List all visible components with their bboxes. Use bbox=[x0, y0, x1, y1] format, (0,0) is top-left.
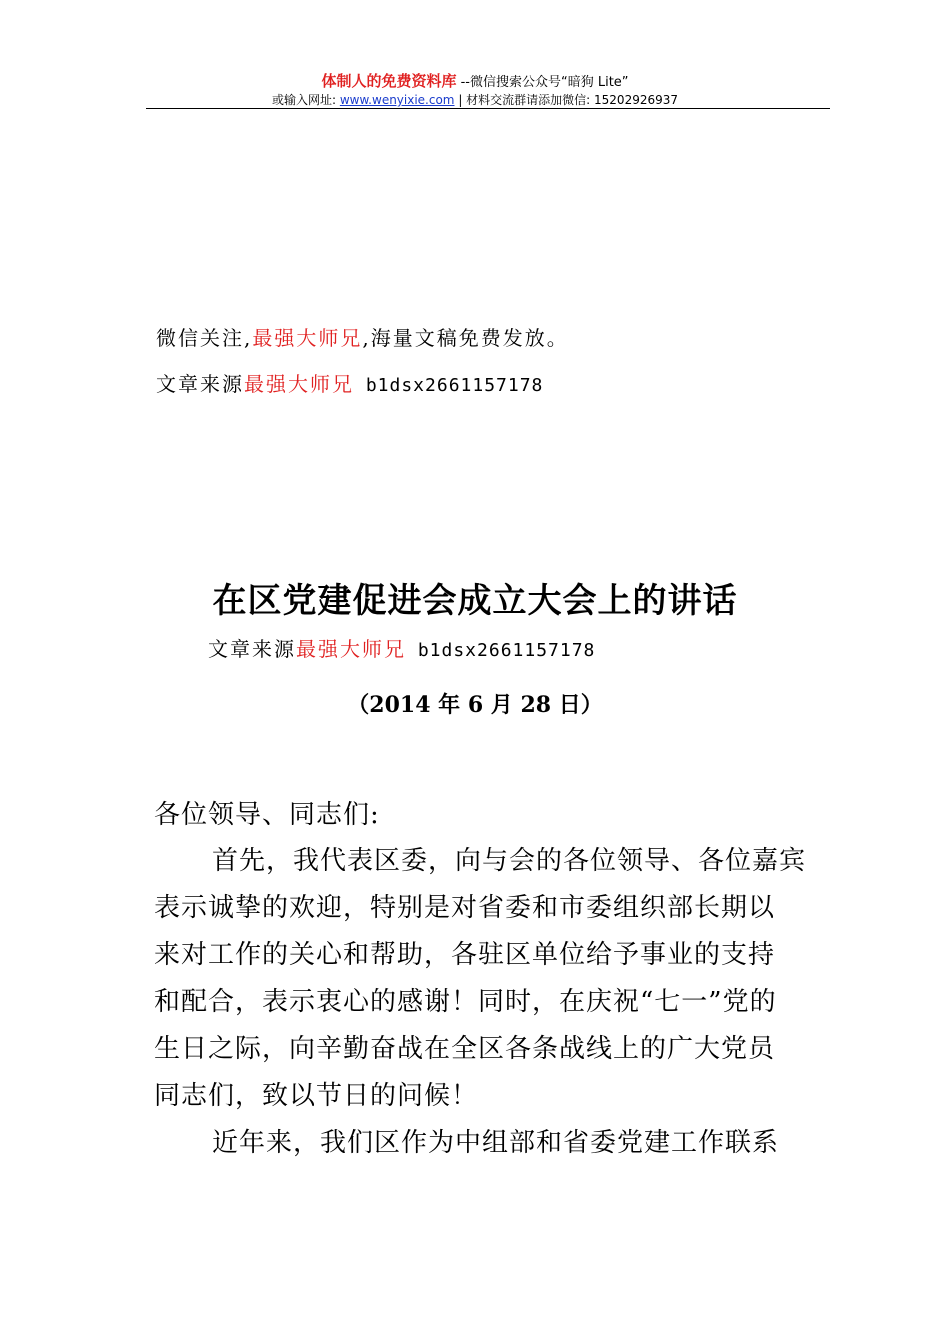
promo-source-name: 最强大师兄 bbox=[244, 372, 354, 396]
article-date: （2014 年 6 月 28 日） bbox=[347, 692, 603, 718]
header-divider bbox=[146, 108, 830, 109]
promo-account-name: 最强大师兄 bbox=[252, 326, 363, 350]
promo-text-tail: ,海量文稿免费发放。 bbox=[362, 326, 569, 350]
paragraph-line: 和配合，表示衷心的感谢！同时，在庆祝“七一”党的 bbox=[154, 987, 777, 1017]
salutation: 各位领导、同志们: bbox=[154, 800, 380, 830]
promo-text: 微信关注, bbox=[156, 326, 253, 350]
header-brand: 体制人的免费资料库 bbox=[321, 72, 457, 90]
header-url-link[interactable]: www.wenyixie.com bbox=[339, 93, 455, 107]
article-source-name: 最强大师兄 bbox=[296, 637, 406, 661]
article-source-label: 文章来源 bbox=[208, 637, 296, 661]
article-source-code: b1dsx2661157178 bbox=[406, 640, 596, 661]
header-wechat-info: | 材料交流群请添加微信: 15202926937 bbox=[454, 93, 679, 107]
paragraph-line: 表示诚挚的欢迎，特别是对省委和市委组织部长期以 bbox=[154, 893, 776, 923]
paragraph-line: 生日之际，向辛勤奋战在全区各条战线上的广大党员 bbox=[154, 1034, 776, 1064]
article-source bbox=[208, 633, 595, 662]
promo-line-follow bbox=[156, 322, 569, 351]
paragraph-line: 来对工作的关心和帮助，各驻区单位给予事业的支持 bbox=[154, 940, 776, 970]
header-tagline: --微信搜索公众号“暗狗 Lite” bbox=[456, 75, 629, 90]
promo-source-code: b1dsx2661157178 bbox=[354, 375, 544, 396]
paragraph-line: 近年来，我们区作为中组部和省委党建工作联系 bbox=[212, 1128, 780, 1158]
header-banner bbox=[0, 70, 950, 91]
promo-source-label: 文章来源 bbox=[156, 372, 244, 396]
header-contact bbox=[0, 91, 950, 108]
article-title: 在区党建促进会成立大会上的讲话 bbox=[212, 581, 738, 621]
header-url-prefix: 或输入网址: bbox=[271, 93, 340, 107]
promo-line-source bbox=[156, 368, 543, 397]
paragraph-line: 首先，我代表区委，向与会的各位领导、各位嘉宾 bbox=[212, 846, 807, 876]
paragraph-line: 同志们，致以节日的问候！ bbox=[154, 1081, 479, 1111]
